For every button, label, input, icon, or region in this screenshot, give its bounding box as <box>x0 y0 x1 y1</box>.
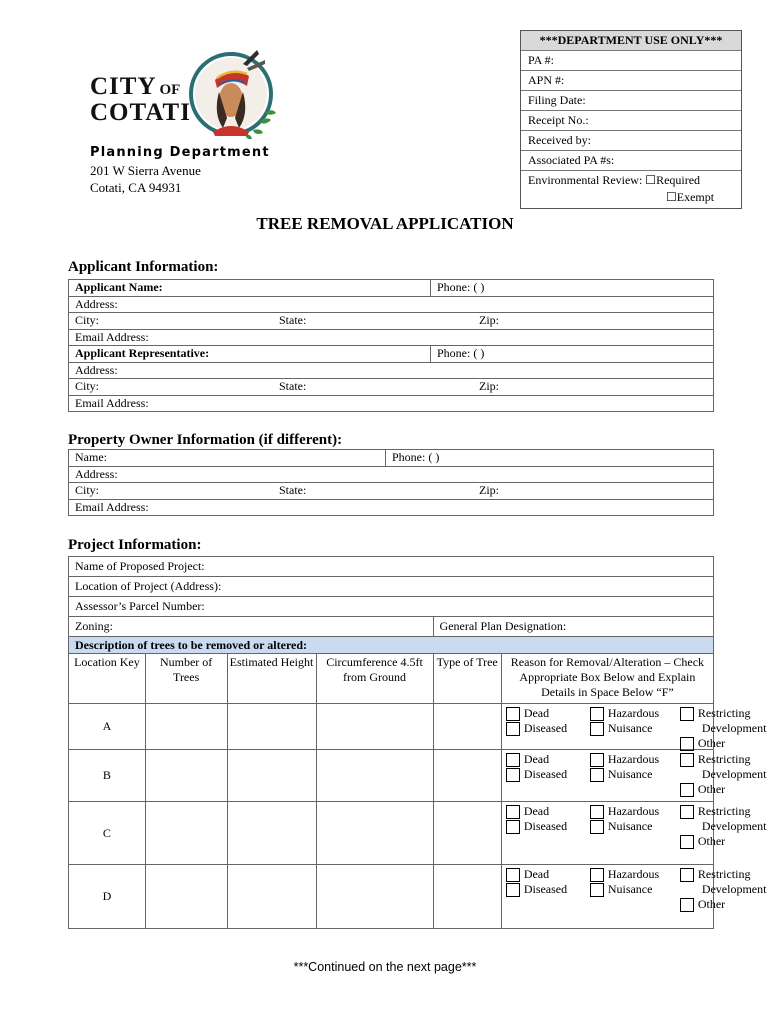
other-label-b: Other <box>697 782 726 796</box>
nuisance-checkbox-b[interactable] <box>590 768 604 782</box>
development-label-d: Development <box>701 882 767 896</box>
nuisance-label-b: Nuisance <box>607 767 653 781</box>
applicant-city-state-zip-row[interactable] <box>69 313 714 330</box>
applicant-state-label: State: <box>279 313 307 327</box>
apn-field[interactable]: APN #: <box>521 71 741 91</box>
location-key-c: C <box>69 802 146 865</box>
circumference-d[interactable] <box>316 865 433 929</box>
owner-state-label: State: <box>279 483 307 497</box>
col-type-of-tree: Type of Tree <box>433 654 501 704</box>
pa-number-field[interactable]: PA #: <box>521 51 741 71</box>
hazardous-label-d: Hazardous <box>607 867 660 881</box>
logo-of: OF <box>159 82 181 98</box>
nuisance-label-c: Nuisance <box>607 819 653 833</box>
hazardous-label-a: Hazardous <box>607 706 660 720</box>
department-use-header: ***DEPARTMENT USE ONLY*** <box>521 31 741 51</box>
number-of-trees-b[interactable] <box>145 750 227 802</box>
circumference-b[interactable] <box>316 750 433 802</box>
col-reason-for-removal: Reason for Removal/Alteration – Check Appropriate Box Below and Explain Details in Space Below “F” <box>501 654 713 704</box>
development-label-b: Development <box>701 767 767 781</box>
owner-city-state-zip-row[interactable] <box>69 483 714 500</box>
col-location-key: Location Key <box>69 654 146 704</box>
owner-zip-label: Zip: <box>479 483 499 497</box>
applicant-section-heading: Applicant Information: <box>68 259 219 275</box>
representative-address-field[interactable]: Address: <box>69 362 714 379</box>
applicant-info-table <box>68 279 714 412</box>
hazardous-label-b: Hazardous <box>607 752 660 766</box>
received-by-field[interactable]: Received by: <box>521 131 741 151</box>
city-logo-wordmark <box>90 73 191 126</box>
number-of-trees-d[interactable] <box>145 865 227 929</box>
representative-phone-field[interactable]: Phone: ( ) <box>431 346 714 363</box>
estimated-height-c[interactable] <box>227 802 316 865</box>
receipt-number-field[interactable]: Receipt No.: <box>521 111 741 131</box>
applicant-phone-field[interactable]: Phone: ( ) <box>431 280 714 297</box>
dead-label-a: Dead <box>523 706 550 720</box>
other-checkbox-d[interactable] <box>680 898 694 912</box>
type-of-tree-b[interactable] <box>433 750 501 802</box>
environmental-review-field[interactable] <box>521 171 741 208</box>
environmental-review-exempt[interactable]: ☐Exempt <box>666 190 715 204</box>
logo-cotati: COTATI <box>90 99 191 126</box>
hazardous-checkbox-a[interactable] <box>590 707 604 721</box>
col-number-of-trees: Number of Trees <box>145 654 227 704</box>
location-key-a: A <box>69 704 146 750</box>
owner-section-heading: Property Owner Information (if different): <box>68 432 343 448</box>
restricting-checkbox-c[interactable] <box>680 805 694 819</box>
hazardous-checkbox-d[interactable] <box>590 868 604 882</box>
assessor-parcel-number-field[interactable]: Assessor’s Parcel Number: <box>69 597 714 617</box>
dead-label-b: Dead <box>523 752 550 766</box>
dead-checkbox-d[interactable] <box>506 868 520 882</box>
form-title: TREE REMOVAL APPLICATION <box>256 214 514 233</box>
number-of-trees-c[interactable] <box>145 802 227 865</box>
owner-phone-field[interactable]: Phone: ( ) <box>386 450 714 467</box>
nuisance-checkbox-c[interactable] <box>590 820 604 834</box>
development-label-c: Development <box>701 819 767 833</box>
other-checkbox-c[interactable] <box>680 835 694 849</box>
hazardous-label-c: Hazardous <box>607 804 660 818</box>
logo-city: CITY <box>90 73 157 100</box>
representative-state-label: State: <box>279 379 307 393</box>
owner-name-field[interactable]: Name: <box>69 450 386 467</box>
project-location-field[interactable]: Location of Project (Address): <box>69 577 714 597</box>
other-label-d: Other <box>697 897 726 911</box>
restricting-label-d: Restricting <box>697 867 751 881</box>
associated-pa-field[interactable]: Associated PA #s: <box>521 151 741 171</box>
owner-email-field[interactable]: Email Address: <box>69 499 714 516</box>
nuisance-label-d: Nuisance <box>607 882 653 896</box>
location-key-d: D <box>69 865 146 929</box>
other-label-c: Other <box>697 834 726 848</box>
restricting-checkbox-a[interactable] <box>680 707 694 721</box>
nuisance-label-a: Nuisance <box>607 721 653 735</box>
department-use-box <box>520 30 742 209</box>
restricting-checkbox-d[interactable] <box>680 868 694 882</box>
representative-zip-label: Zip: <box>479 379 499 393</box>
department-address-line1: 201 W Sierra Avenue <box>90 163 201 178</box>
nuisance-checkbox-d[interactable] <box>590 883 604 897</box>
circumference-c[interactable] <box>316 802 433 865</box>
representative-city-state-zip-row[interactable] <box>69 379 714 396</box>
diseased-checkbox-a[interactable] <box>506 722 520 736</box>
planning-department-label: Planning Department <box>90 145 270 160</box>
applicant-city-label: City: <box>75 313 100 328</box>
dead-checkbox-b[interactable] <box>506 753 520 767</box>
hazardous-checkbox-b[interactable] <box>590 753 604 767</box>
number-of-trees-a[interactable] <box>145 704 227 750</box>
estimated-height-a[interactable] <box>227 704 316 750</box>
restricting-label-a: Restricting <box>697 706 751 720</box>
restricting-label-b: Restricting <box>697 752 751 766</box>
reasons-d <box>501 865 767 929</box>
environmental-review-required[interactable]: Environmental Review: ☐Required <box>528 173 701 187</box>
location-key-b: B <box>69 750 146 802</box>
representative-email-field[interactable]: Email Address: <box>69 395 714 412</box>
type-of-tree-a[interactable] <box>433 704 501 750</box>
applicant-address-field[interactable]: Address: <box>69 296 714 313</box>
project-section-heading: Project Information: <box>68 537 202 553</box>
reasons-c <box>501 802 767 865</box>
representative-city-label: City: <box>75 379 100 394</box>
development-label-a: Development <box>701 721 767 735</box>
restricting-checkbox-b[interactable] <box>680 753 694 767</box>
diseased-label-a: Diseased <box>523 721 568 735</box>
reasons-b <box>501 750 767 802</box>
applicant-zip-label: Zip: <box>479 313 499 327</box>
owner-info-table <box>68 449 714 516</box>
general-plan-designation-field[interactable]: General Plan Designation: <box>433 617 713 637</box>
other-label-a: Other <box>697 736 726 750</box>
dead-label-c: Dead <box>523 804 550 818</box>
estimated-height-d[interactable] <box>227 865 316 929</box>
nuisance-checkbox-a[interactable] <box>590 722 604 736</box>
type-of-tree-d[interactable] <box>433 865 501 929</box>
project-info-table <box>68 556 767 929</box>
dead-checkbox-c[interactable] <box>506 805 520 819</box>
owner-address-field[interactable]: Address: <box>69 466 714 483</box>
tree-description-header: Description of trees to be removed or altered: <box>69 637 714 654</box>
col-estimated-height: Estimated Height <box>227 654 316 704</box>
diseased-label-b: Diseased <box>523 767 568 781</box>
continued-footer: ***Continued on the next page*** <box>293 960 477 974</box>
hazardous-checkbox-c[interactable] <box>590 805 604 819</box>
diseased-label-d: Diseased <box>523 882 568 896</box>
owner-city-label: City: <box>75 483 100 498</box>
applicant-email-field[interactable]: Email Address: <box>69 329 714 346</box>
zoning-field[interactable]: Zoning: <box>69 617 434 637</box>
diseased-checkbox-d[interactable] <box>506 883 520 897</box>
restricting-label-c: Restricting <box>697 804 751 818</box>
diseased-checkbox-c[interactable] <box>506 820 520 834</box>
circumference-a[interactable] <box>316 704 433 750</box>
type-of-tree-c[interactable] <box>433 802 501 865</box>
project-name-field[interactable]: Name of Proposed Project: <box>69 557 714 577</box>
diseased-label-c: Diseased <box>523 819 568 833</box>
department-address-line2: Cotati, CA 94931 <box>90 180 182 195</box>
estimated-height-b[interactable] <box>227 750 316 802</box>
diseased-checkbox-b[interactable] <box>506 768 520 782</box>
applicant-name-field[interactable]: Applicant Name: <box>69 280 431 297</box>
reasons-a <box>501 704 767 750</box>
applicant-representative-field[interactable]: Applicant Representative: <box>69 346 431 363</box>
other-checkbox-b[interactable] <box>680 783 694 797</box>
dead-label-d: Dead <box>523 867 550 881</box>
filing-date-field[interactable]: Filing Date: <box>521 91 741 111</box>
dead-checkbox-a[interactable] <box>506 707 520 721</box>
col-circumference: Circumference 4.5ft from Ground <box>316 654 433 704</box>
city-seal-icon <box>181 42 281 142</box>
